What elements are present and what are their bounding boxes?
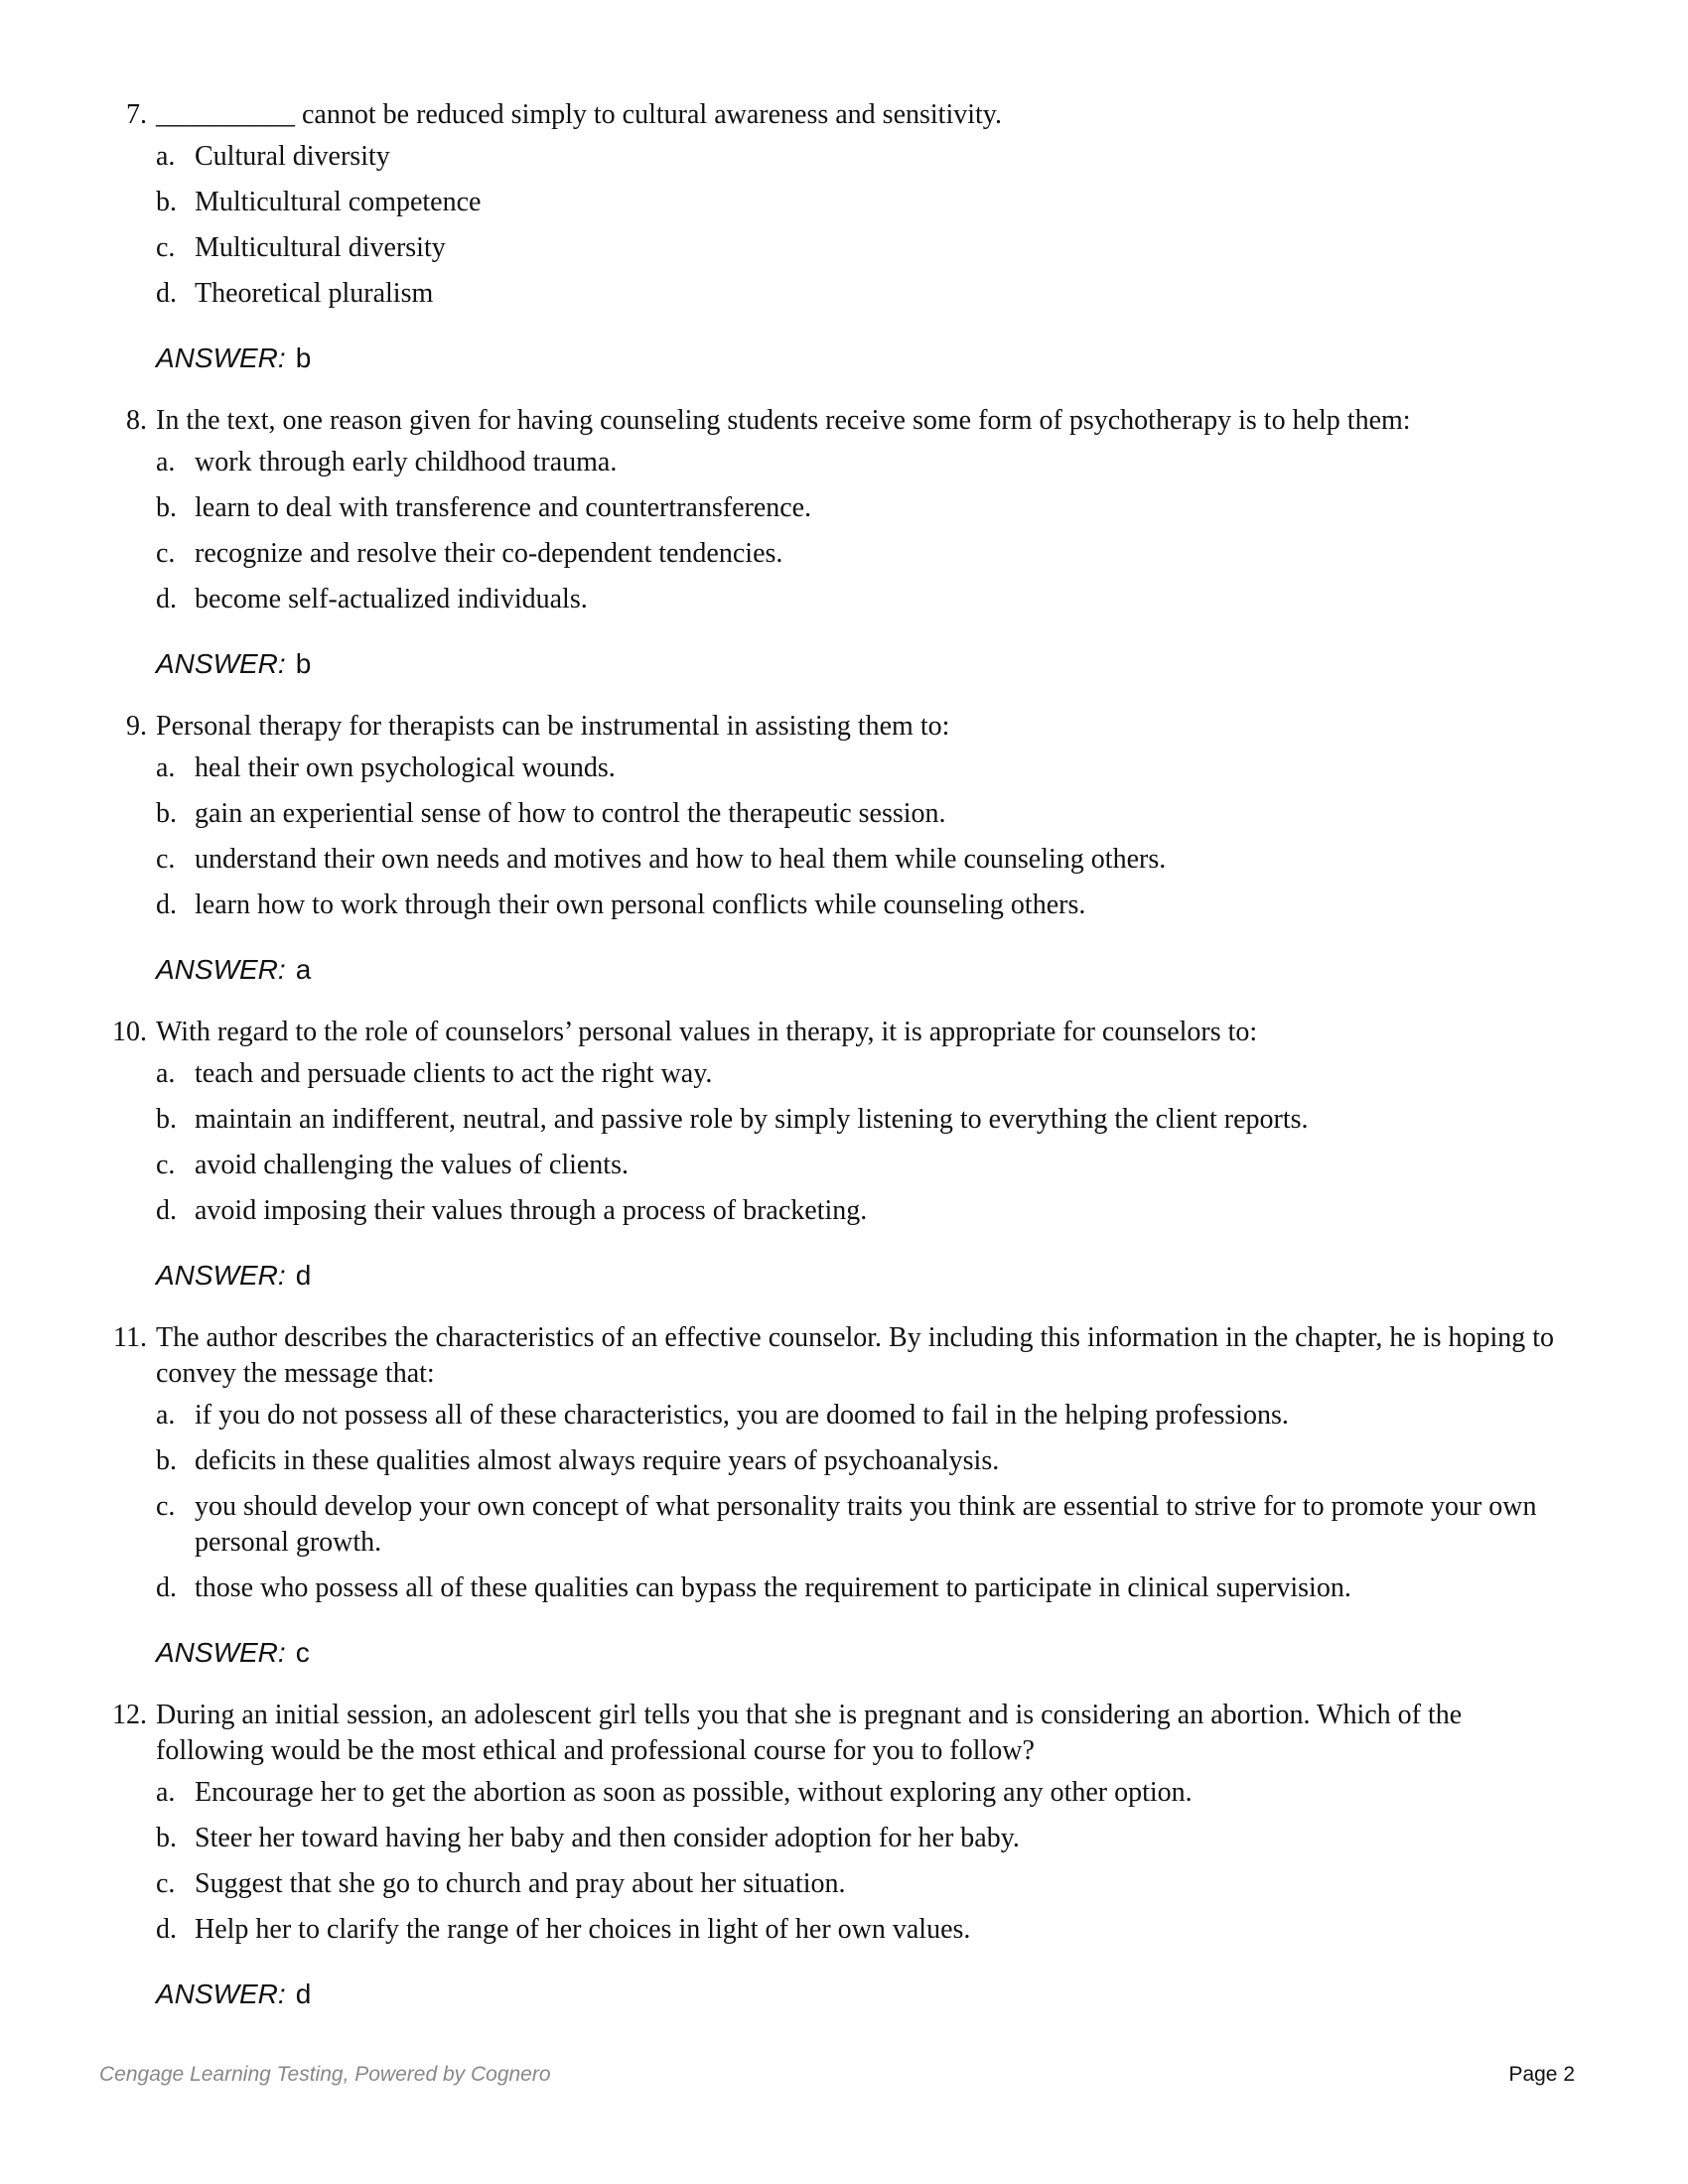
option-label: d. [156, 889, 177, 920]
option-label: d. [156, 1572, 177, 1603]
question-number: 8. [126, 405, 147, 436]
answer-value: b [295, 648, 312, 679]
option-text: Encourage her to get the abortion as soon as possible, without exploring any other option. [195, 1777, 1193, 1808]
answer-label: ANSWER: [156, 648, 286, 679]
answer-label: ANSWER: [156, 1979, 286, 2009]
answer-option [156, 1102, 1556, 1148]
answer-option [156, 842, 1556, 887]
answer-option [156, 1866, 1556, 1912]
answer-option [156, 1056, 1556, 1102]
option-text: Cultural diversity [195, 141, 390, 172]
answer-option [156, 445, 1556, 490]
option-label: b. [156, 798, 177, 829]
answer-option [156, 1821, 1556, 1866]
question-stem [126, 403, 1556, 439]
question-stem [126, 97, 1556, 133]
question-number: 9. [126, 711, 147, 742]
footer-brand: Cengage Learning Testing, Powered by Cognero [99, 2063, 551, 2086]
option-text: if you do not possess all of these characteristics, you are doomed to fail in the helping professions. [195, 1400, 1289, 1431]
option-label: b. [156, 492, 177, 523]
page-number: Page 2 [1508, 2063, 1575, 2086]
question-text: With regard to the role of counselors’ personal values in therapy, it is appropriate for counselors to: [156, 1017, 1258, 1047]
question-text: The author describes the characteristics of an effective counselor. By including this information in the chapter, he is hoping to convey the message that: [156, 1322, 1555, 1389]
option-list [156, 1398, 1556, 1616]
option-text: avoid imposing their values through a process of bracketing. [195, 1195, 868, 1226]
option-label: c. [156, 844, 176, 875]
answer-value: d [295, 1979, 312, 2009]
option-text: heal their own psychological wounds. [195, 752, 616, 783]
question-stem [112, 1015, 1556, 1050]
option-text: Multicultural competence [195, 187, 482, 217]
answer-key [156, 646, 1556, 682]
question-item [0, 1015, 1556, 1294]
answer-key [156, 1635, 1556, 1671]
option-text: recognize and resolve their co-dependent tendencies. [195, 538, 783, 569]
option-label: a. [156, 1058, 176, 1089]
answer-option [156, 536, 1556, 582]
option-text: those who possess all of these qualities can bypass the requirement to participate in clinical supervision. [195, 1572, 1351, 1603]
answer-key [156, 341, 1556, 376]
option-label: c. [156, 232, 176, 263]
answer-label: ANSWER: [156, 1637, 286, 1668]
page-footer [99, 2063, 1575, 2087]
option-label: d. [156, 1914, 177, 1945]
question-list [0, 97, 1688, 2012]
answer-option [156, 185, 1556, 230]
option-label: b. [156, 1823, 177, 1853]
answer-key [156, 952, 1556, 988]
question-number: 7. [126, 99, 147, 130]
question-text: During an initial session, an adolescent girl tells you that she is pregnant and is considering an abortion. Which of the following would be the most ethical and professional course for you to follow? [156, 1700, 1463, 1766]
answer-label: ANSWER: [156, 342, 286, 373]
answer-option [156, 582, 1556, 627]
question-number: 11. [113, 1322, 147, 1353]
option-label: d. [156, 1195, 177, 1226]
question-item [0, 1320, 1556, 1671]
answer-key [156, 1258, 1556, 1294]
answer-option [156, 276, 1556, 322]
option-label: c. [156, 538, 176, 569]
answer-key [156, 1977, 1556, 2012]
option-label: b. [156, 187, 177, 217]
option-label: a. [156, 141, 176, 172]
question-stem [112, 1698, 1556, 1769]
option-label: a. [156, 1777, 176, 1808]
option-label: a. [156, 1400, 176, 1431]
option-list [156, 751, 1556, 933]
question-number: 12. [112, 1700, 147, 1730]
answer-option [156, 1193, 1556, 1239]
question-item [0, 97, 1556, 376]
question-text: In the text, one reason given for having counseling students receive some form of psychotherapy is to help them: [156, 405, 1411, 436]
option-text: Help her to clarify the range of her choices in light of her own values. [195, 1914, 971, 1945]
answer-option [156, 1570, 1556, 1616]
answer-option [156, 1775, 1556, 1821]
answer-option [156, 751, 1556, 796]
question-item [0, 1698, 1556, 2012]
option-text: work through early childhood trauma. [195, 447, 618, 478]
option-label: d. [156, 278, 177, 309]
option-label: c. [156, 1868, 176, 1899]
option-text: maintain an indifferent, neutral, and passive role by simply listening to everything the client reports. [195, 1104, 1309, 1135]
option-text: Suggest that she go to church and pray about her situation. [195, 1868, 846, 1899]
option-label: a. [156, 752, 176, 783]
question-item [0, 709, 1556, 988]
answer-option [156, 1443, 1556, 1489]
answer-option [156, 1912, 1556, 1958]
option-list [156, 139, 1556, 322]
option-list [156, 445, 1556, 627]
question-text: __________ cannot be reduced simply to cultural awareness and sensitivity. [156, 99, 1002, 130]
answer-option [156, 230, 1556, 276]
answer-label: ANSWER: [156, 1260, 286, 1291]
option-label: b. [156, 1445, 177, 1476]
option-label: c. [156, 1150, 176, 1180]
question-item [0, 403, 1556, 682]
answer-option [156, 887, 1556, 933]
answer-option [156, 1148, 1556, 1193]
option-text: understand their own needs and motives and how to heal them while counseling others. [195, 844, 1167, 875]
option-label: c. [156, 1491, 176, 1522]
option-text: Multicultural diversity [195, 232, 446, 263]
option-text: gain an experiential sense of how to control the therapeutic session. [195, 798, 946, 829]
answer-option [156, 1489, 1556, 1570]
option-text: Steer her toward having her baby and then consider adoption for her baby. [195, 1823, 1020, 1853]
option-text: learn how to work through their own personal conflicts while counseling others. [195, 889, 1086, 920]
option-text: you should develop your own concept of what personality traits you think are essential to strive for to promote your own personal growth. [195, 1491, 1537, 1558]
answer-option [156, 1398, 1556, 1443]
answer-value: a [295, 954, 312, 985]
option-text: teach and persuade clients to act the right way. [195, 1058, 713, 1089]
option-text: become self-actualized individuals. [195, 584, 588, 614]
question-text: Personal therapy for therapists can be instrumental in assisting them to: [156, 711, 950, 742]
option-list [156, 1775, 1556, 1958]
option-list [156, 1056, 1556, 1239]
answer-option [156, 796, 1556, 842]
answer-value: d [295, 1260, 312, 1291]
option-text: deficits in these qualities almost always require years of psychoanalysis. [195, 1445, 1000, 1476]
option-text: avoid challenging the values of clients. [195, 1150, 629, 1180]
option-label: b. [156, 1104, 177, 1135]
answer-option [156, 490, 1556, 536]
question-number: 10. [112, 1017, 147, 1047]
question-stem [126, 709, 1556, 745]
option-text: Theoretical pluralism [195, 278, 434, 309]
option-label: d. [156, 584, 177, 614]
answer-label: ANSWER: [156, 954, 286, 985]
answer-value: b [295, 342, 312, 373]
option-text: learn to deal with transference and countertransference. [195, 492, 812, 523]
question-stem [113, 1320, 1556, 1392]
answer-option [156, 139, 1556, 185]
option-label: a. [156, 447, 176, 478]
answer-value: c [295, 1637, 310, 1668]
